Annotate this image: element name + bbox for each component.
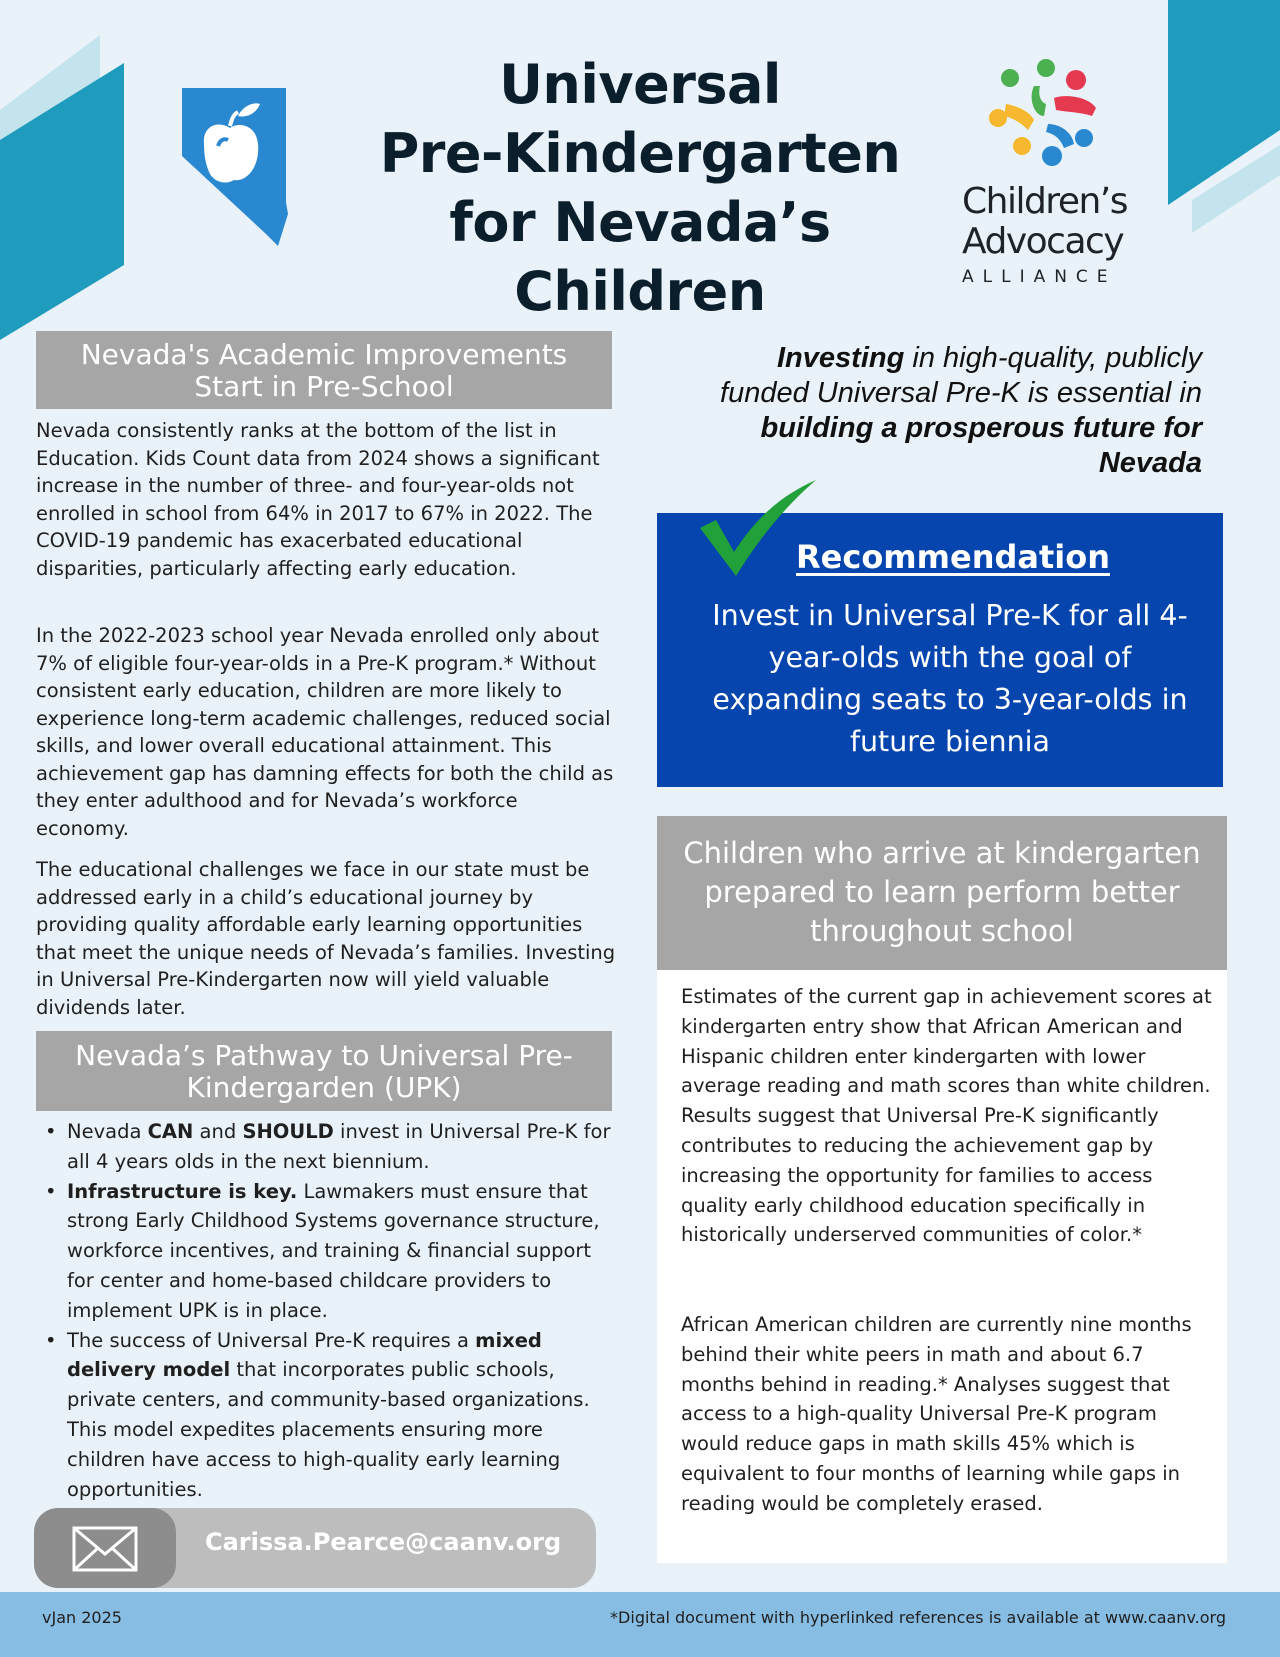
section-heading-academic: [36, 331, 612, 409]
contact-email-link[interactable]: Carissa.Pearce@caanv.org: [205, 1528, 562, 1556]
email-icon-box: [34, 1508, 176, 1588]
pathway-bullet-list: [36, 1117, 616, 1504]
logo-line-1: Children’s: [962, 181, 1127, 222]
paragraph-months-behind: African American children are currently nine months behind their white peers in math and about 6.7 months behind in reading.* Analyses suggest that access to a high-quality Universal Pre-K program would reduce gaps in math skills 45% which is equivalent to four months of learning while gaps in reading would be completely erased.: [681, 1313, 1192, 1515]
paragraph-achievement-gap: Estimates of the current gap in achievement scores at kindergarten entry show that African American and Hispanic children enter kindergarten with lower average reading and math scores than white children. Results suggest that Universal Pre-K significantly contributes to reducing the achievement gap by increasing the opportunity for families to access quality early childhood education specifically in historically underserved communities of color.*: [681, 985, 1212, 1247]
paragraph-ranking: Nevada consistently ranks at the bottom of the list in Education. Kids Count data from 2024 shows a significant increase in the number of three- and four-year-olds not enrolled in school from 64% in 2017 to 67% in 2022. The COVID-19 pandemic has exacerbated educational disparities, particularly affecting early education.: [36, 419, 600, 580]
section-heading-pathway: [36, 1031, 612, 1111]
section-heading-readiness: [657, 816, 1227, 970]
paragraph-challenges: The educational challenges we face in our state must be addressed early in a child’s educational journey by providing quality affordable early learning opportunities that meet the unique needs of Nevada’s families. Investing in Universal Pre-Kindergarten now will yield valuable dividends later.: [36, 858, 616, 1019]
section-heading-line: Start in Pre-School: [194, 370, 454, 403]
section-heading-line: Kindergarden (UPK): [186, 1071, 462, 1104]
logo-line-2: Advocacy: [962, 221, 1124, 262]
envelope-icon: [72, 1526, 138, 1572]
recommendation-title: Recommendation: [796, 538, 1110, 576]
paragraph-enrollment: In the 2022-2023 school year Nevada enrolled only about 7% of eligible four-year-olds in a Pre-K program.* Without consistent early education, children are more likely to experience long-term academic challenges, reduced social skills, and lower overall educational attainment. This achievement gap has damning effects for both the child as they enter adulthood and for Nevada’s workforce economy.: [36, 624, 614, 840]
title-line-2: Pre-Kindergarten: [379, 122, 901, 185]
logo-line-3: ALLIANCE: [962, 267, 1117, 287]
section-heading-line: throughout school: [810, 914, 1074, 948]
section-heading-line: Children who arrive at kindergarten: [683, 836, 1201, 870]
page-title: [350, 50, 930, 326]
list-item: • The success of Universal Pre-K requires a mixed delivery model that incorporates public schools, private centers, and community-based organizations. This model expedites placements ensuring more children have access to high-quality early learning opportunities.: [36, 1326, 616, 1505]
footer-note[interactable]: *Digital document with hyperlinked references is available at www.caanv.org: [610, 1608, 1226, 1627]
list-item: • Infrastructure is key. Lawmakers must ensure that strong Early Childhood Systems governance structure, workforce incentives, and training & financial support for center and home-based childcare providers to implement UPK is in place.: [36, 1177, 616, 1326]
investing-statement: Investing in high-quality, publicly funded Universal Pre-K is essential in building a prosperous future for Nevada: [720, 342, 1202, 479]
section-heading-line: prepared to learn perform better: [704, 875, 1180, 909]
nevada-apple-logo: [178, 86, 290, 252]
title-line-4: Children: [514, 260, 766, 323]
caa-logo-icon: [988, 58, 1108, 173]
title-line-3: for Nevada’s: [449, 191, 831, 254]
recommendation-text: Invest in Universal Pre-K for all 4-year-olds with the goal of expanding seats to 3-year-olds in future biennia: [712, 599, 1188, 758]
title-line-1: Universal: [499, 53, 781, 116]
list-item: • Nevada CAN and SHOULD invest in Universal Pre-K for all 4 years olds in the next biennium.: [36, 1117, 616, 1177]
section-heading-line: Nevada's Academic Improvements: [80, 338, 568, 371]
footer-version: vJan 2025: [42, 1608, 122, 1627]
section-heading-line: Nevada’s Pathway to Universal Pre-: [75, 1039, 573, 1072]
